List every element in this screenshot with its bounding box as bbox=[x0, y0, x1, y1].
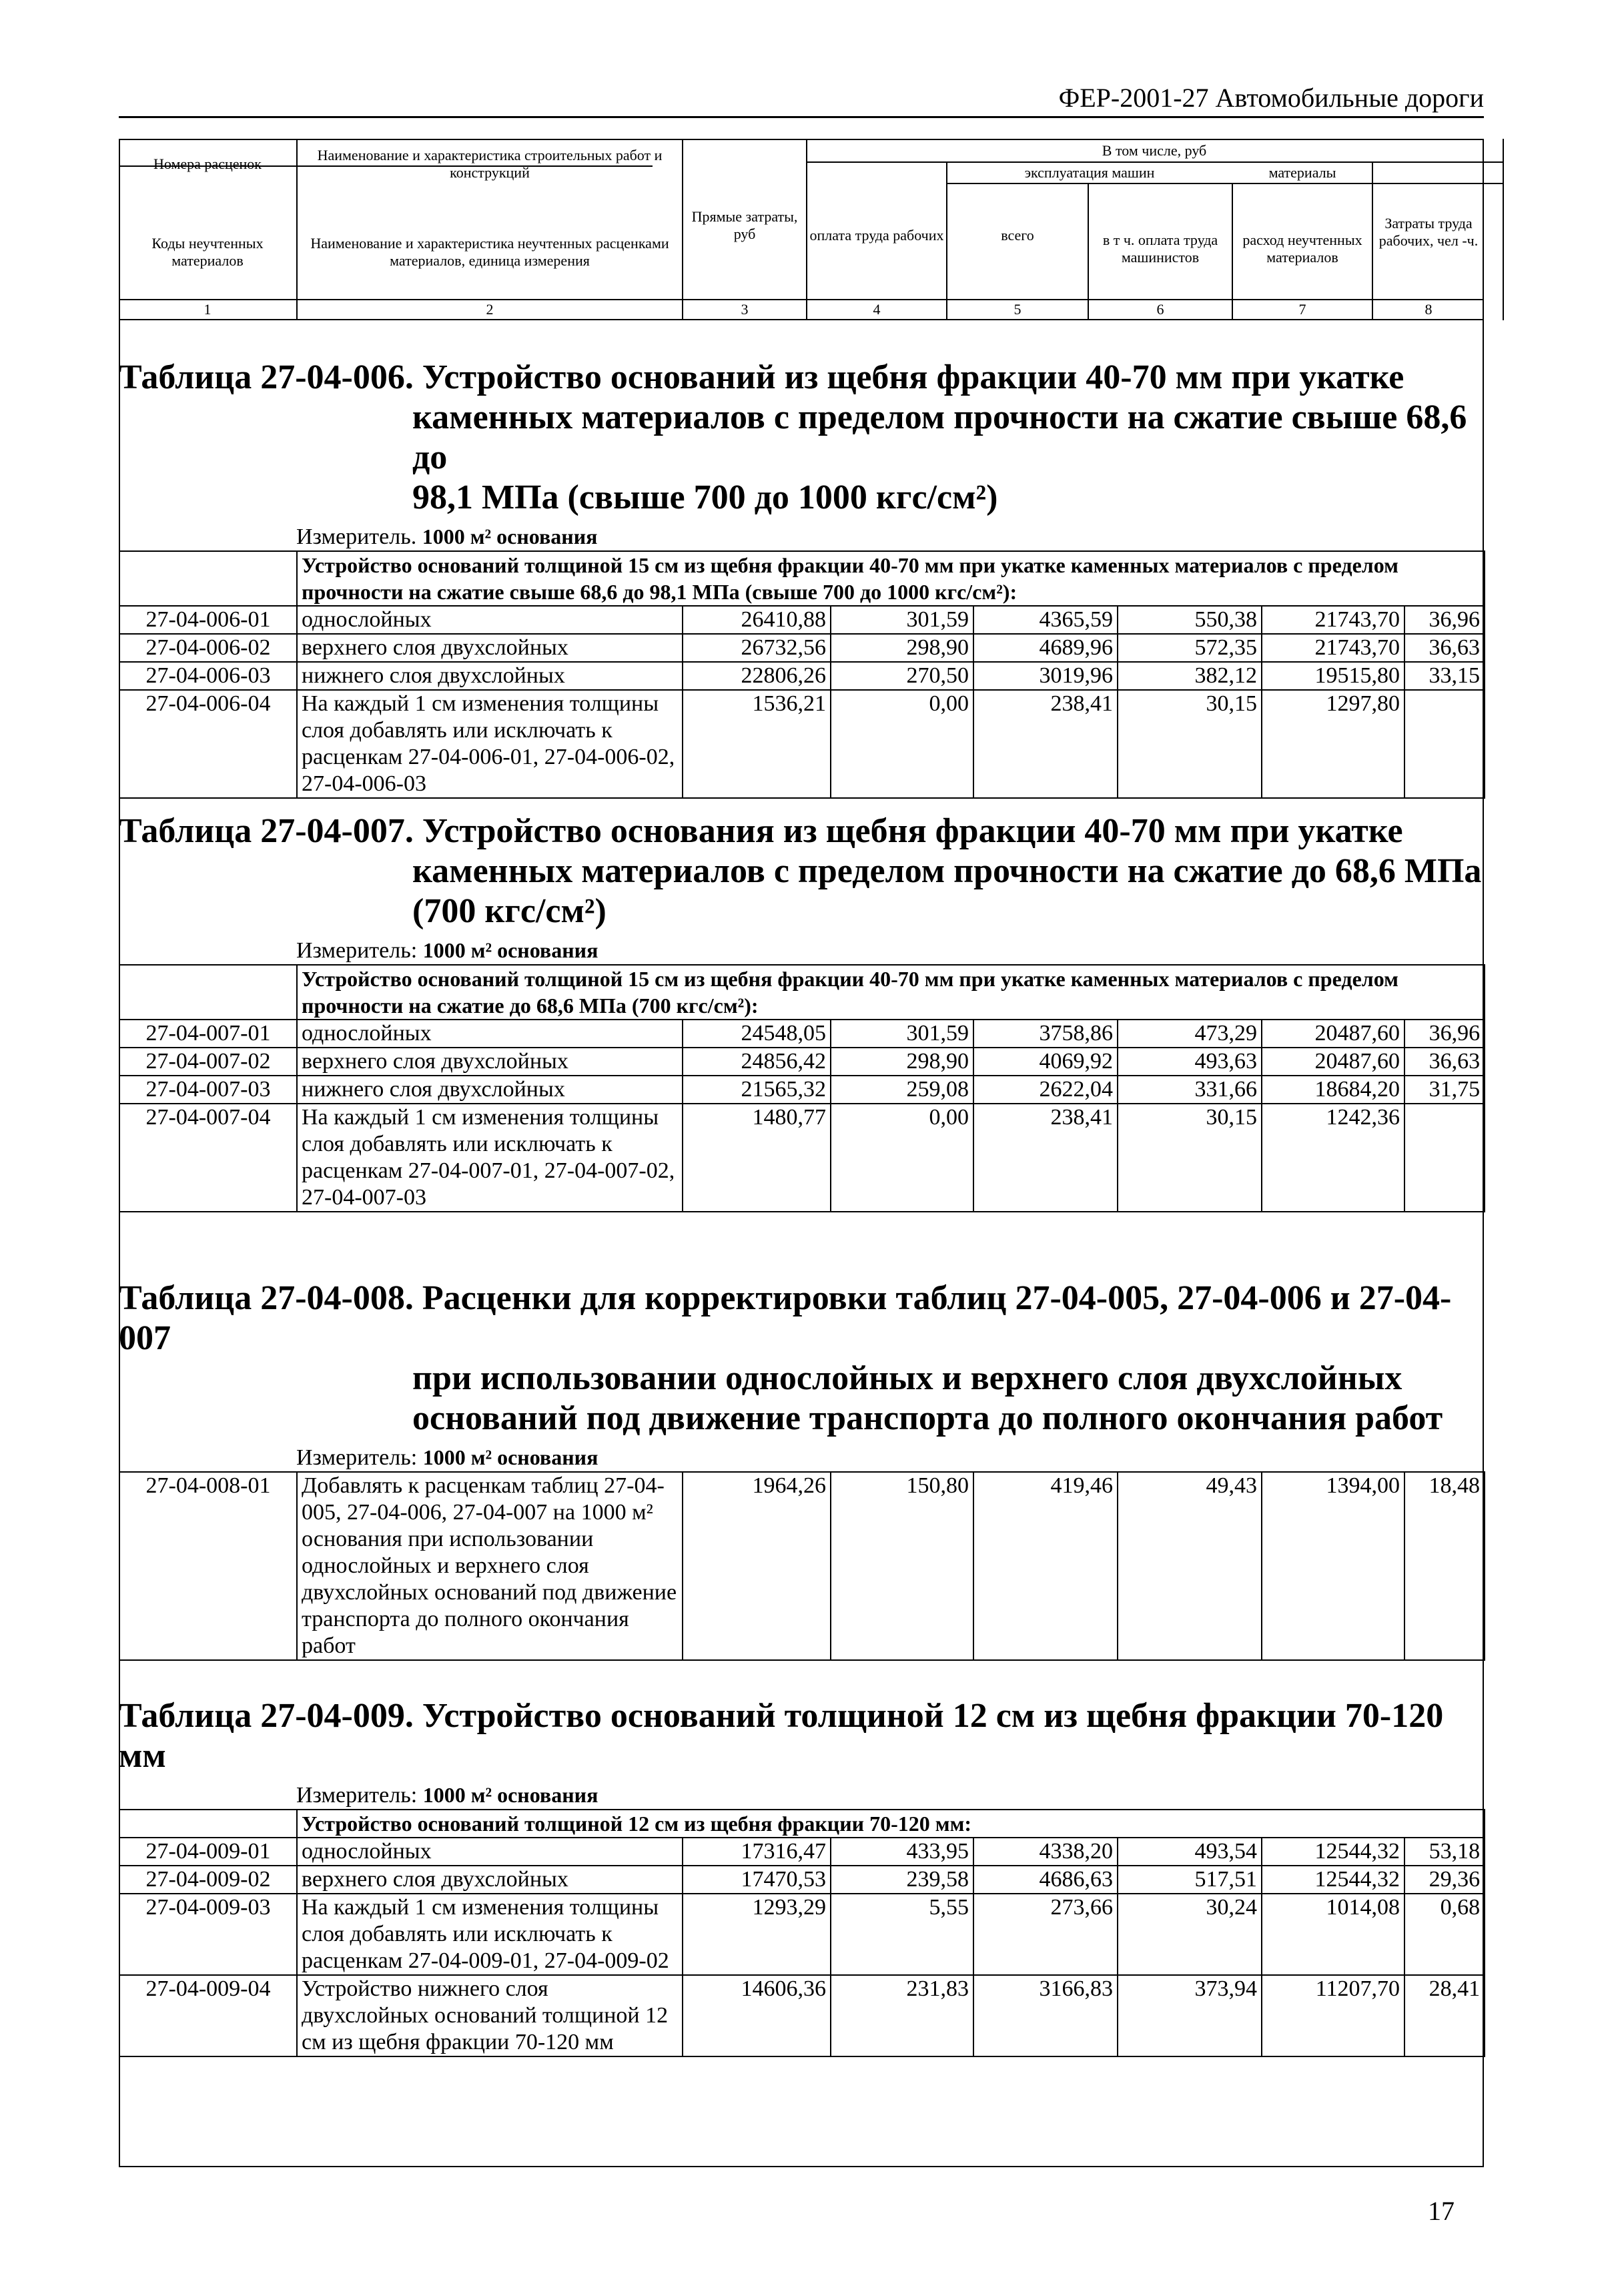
table-subheader: Устройство оснований толщиной 12 см из щебня фракции 70-120 мм: bbox=[297, 1810, 1485, 1838]
column-header bbox=[119, 139, 1484, 320]
machines-cost: 4338,20 bbox=[973, 1838, 1118, 1866]
rate-name: нижнего слоя двухслойных bbox=[297, 1076, 683, 1104]
machines-cost: 3758,86 bbox=[973, 1020, 1118, 1048]
col-machines-total: всего bbox=[1001, 227, 1034, 244]
col-code-top: Номера расценок bbox=[153, 155, 262, 172]
direct-cost: 1964,26 bbox=[683, 1472, 831, 1660]
machinist-wages: 572,35 bbox=[1118, 634, 1262, 662]
table-block-006 bbox=[119, 358, 1484, 799]
rate-code: 27-04-006-03 bbox=[119, 662, 297, 690]
table-row bbox=[119, 1076, 1485, 1104]
labor-hours: 36,63 bbox=[1404, 1048, 1485, 1076]
col-num-4: 4 bbox=[873, 301, 881, 318]
direct-cost: 26410,88 bbox=[683, 606, 831, 634]
table-title: Таблица 27-04-007. Устройство основания из щебня фракции 40-70 мм при укатке каменных материалов с пределом прочности на сжатие до 68,6 МПа (700 кгс/см²) bbox=[119, 812, 1482, 930]
materials-cost: 11207,70 bbox=[1262, 1975, 1404, 2056]
table-row bbox=[119, 690, 1485, 798]
page-number: 17 bbox=[1428, 2196, 1455, 2226]
table-row bbox=[119, 662, 1485, 690]
materials-cost: 12544,32 bbox=[1262, 1838, 1404, 1866]
wages-cost: 298,90 bbox=[831, 634, 973, 662]
materials-cost: 21743,70 bbox=[1262, 606, 1404, 634]
materials-cost: 1242,36 bbox=[1262, 1104, 1404, 1212]
materials-cost: 12544,32 bbox=[1262, 1866, 1404, 1894]
direct-cost: 24548,05 bbox=[683, 1020, 831, 1048]
machines-cost: 273,66 bbox=[973, 1894, 1118, 1975]
direct-cost: 24856,42 bbox=[683, 1048, 831, 1076]
col-num-5: 5 bbox=[1013, 301, 1022, 318]
wages-cost: 259,08 bbox=[831, 1076, 973, 1104]
table-measure: Измеритель: 1000 м² основания bbox=[296, 1445, 598, 1470]
rate-code: 27-04-007-02 bbox=[119, 1048, 297, 1076]
machinist-wages: 30,15 bbox=[1118, 1104, 1262, 1212]
table-row bbox=[119, 1472, 1485, 1660]
col-machines-wages: в т ч. оплата труда машинистов bbox=[1102, 232, 1218, 266]
col-num-1: 1 bbox=[204, 301, 212, 318]
col-num-6: 6 bbox=[1156, 301, 1164, 318]
col-num-7: 7 bbox=[1298, 301, 1306, 318]
col-wages: оплата труда рабочих bbox=[809, 227, 944, 244]
col-name-top: Наименование и характеристика строительных работ и конструкций bbox=[317, 147, 663, 181]
labor-hours: 36,63 bbox=[1404, 634, 1485, 662]
rate-name: однослойных bbox=[297, 606, 683, 634]
rate-code: 27-04-006-02 bbox=[119, 634, 297, 662]
rate-code: 27-04-009-04 bbox=[119, 1975, 297, 2056]
labor-hours: 33,15 bbox=[1404, 662, 1485, 690]
col-num-2: 2 bbox=[486, 301, 494, 318]
data-table bbox=[119, 1809, 1485, 2057]
machinist-wages: 550,38 bbox=[1118, 606, 1262, 634]
machines-cost: 419,46 bbox=[973, 1472, 1118, 1660]
wages-cost: 301,59 bbox=[831, 606, 973, 634]
col-num-8: 8 bbox=[1425, 301, 1433, 318]
table-measure: Измеритель: 1000 м² основания bbox=[296, 1783, 598, 1808]
rate-code: 27-04-006-01 bbox=[119, 606, 297, 634]
rate-code: 27-04-008-01 bbox=[119, 1472, 297, 1660]
direct-cost: 1536,21 bbox=[683, 690, 831, 798]
page-header: ФЕР-2001-27 Автомобильные дороги bbox=[119, 81, 1484, 118]
wages-cost: 150,80 bbox=[831, 1472, 973, 1660]
labor-hours: 31,75 bbox=[1404, 1076, 1485, 1104]
table-subheader: Устройство оснований толщиной 15 см из щебня фракции 40-70 мм при укатке каменных материалов с пределом прочности на сжатие до 68,6 МПа (700 кгс/см²): bbox=[297, 965, 1485, 1020]
materials-cost: 19515,80 bbox=[1262, 662, 1404, 690]
rate-name: однослойных bbox=[297, 1838, 683, 1866]
machines-cost: 3166,83 bbox=[973, 1975, 1118, 2056]
col-labor: Затраты труда рабочих, чел -ч. bbox=[1378, 215, 1479, 249]
table-row bbox=[119, 1866, 1485, 1894]
materials-cost: 18684,20 bbox=[1262, 1076, 1404, 1104]
direct-cost: 1293,29 bbox=[683, 1894, 831, 1975]
wages-cost: 298,90 bbox=[831, 1048, 973, 1076]
rate-name: нижнего слоя двухслойных bbox=[297, 662, 683, 690]
machines-cost: 4365,59 bbox=[973, 606, 1118, 634]
rate-code: 27-04-009-01 bbox=[119, 1838, 297, 1866]
table-measure: Измеритель: 1000 м² основания bbox=[296, 938, 598, 963]
machines-cost: 3019,96 bbox=[973, 662, 1118, 690]
table-row bbox=[119, 1020, 1485, 1048]
direct-cost: 26732,56 bbox=[683, 634, 831, 662]
materials-cost: 1297,80 bbox=[1262, 690, 1404, 798]
col-incl: В том числе, руб bbox=[1102, 142, 1207, 159]
rate-code: 27-04-009-03 bbox=[119, 1894, 297, 1975]
direct-cost: 14606,36 bbox=[683, 1975, 831, 2056]
rate-code: 27-04-009-02 bbox=[119, 1866, 297, 1894]
machinist-wages: 373,94 bbox=[1118, 1975, 1262, 2056]
machinist-wages: 493,54 bbox=[1118, 1838, 1262, 1866]
labor-hours: 18,48 bbox=[1404, 1472, 1485, 1660]
labor-hours: 29,36 bbox=[1404, 1866, 1485, 1894]
machines-cost: 4069,92 bbox=[973, 1048, 1118, 1076]
machinist-wages: 517,51 bbox=[1118, 1866, 1262, 1894]
table-row bbox=[119, 1975, 1485, 2056]
wages-cost: 433,95 bbox=[831, 1838, 973, 1866]
machines-cost: 4686,63 bbox=[973, 1866, 1118, 1894]
rate-name: верхнего слоя двухслойных bbox=[297, 1048, 683, 1076]
materials-cost: 20487,60 bbox=[1262, 1020, 1404, 1048]
col-machines: эксплуатация машин bbox=[1024, 164, 1155, 181]
direct-cost: 17470,53 bbox=[683, 1866, 831, 1894]
col-num-3: 3 bbox=[741, 301, 749, 318]
machinist-wages: 382,12 bbox=[1118, 662, 1262, 690]
machinist-wages: 493,63 bbox=[1118, 1048, 1262, 1076]
data-table bbox=[119, 1471, 1485, 1661]
table-row bbox=[119, 1838, 1485, 1866]
wages-cost: 270,50 bbox=[831, 662, 973, 690]
rate-name: На каждый 1 см изменения толщины слоя добавлять или исключать к расценкам 27-04-007-01, 27-04-007-02, 27-04-007-03 bbox=[297, 1104, 683, 1212]
materials-cost: 1394,00 bbox=[1262, 1472, 1404, 1660]
rate-name: верхнего слоя двухслойных bbox=[297, 634, 683, 662]
rate-name: Добавлять к расценкам таблиц 27-04-005, 27-04-006, 27-04-007 на 1000 м² основания при использовании однослойных и верхнего слоя двухслойных оснований под движение транспорта до полного окончания работ bbox=[297, 1472, 683, 1660]
machinist-wages: 30,24 bbox=[1118, 1894, 1262, 1975]
rate-name: На каждый 1 см изменения толщины слоя добавлять или исключать к расценкам 27-04-009-01, 27-04-009-02 bbox=[297, 1894, 683, 1975]
table-block-008 bbox=[119, 1278, 1484, 1661]
rate-code: 27-04-007-03 bbox=[119, 1076, 297, 1104]
rate-name: верхнего слоя двухслойных bbox=[297, 1866, 683, 1894]
table-row bbox=[119, 1048, 1485, 1076]
data-table bbox=[119, 964, 1485, 1212]
labor-hours: 36,96 bbox=[1404, 1020, 1485, 1048]
table-row bbox=[119, 1894, 1485, 1975]
labor-hours: 28,41 bbox=[1404, 1975, 1485, 2056]
machinist-wages: 473,29 bbox=[1118, 1020, 1262, 1048]
table-block-007 bbox=[119, 811, 1484, 1212]
table-measure: Измеритель. 1000 м² основания bbox=[296, 524, 598, 549]
rate-code: 27-04-007-04 bbox=[119, 1104, 297, 1212]
direct-cost: 21565,32 bbox=[683, 1076, 831, 1104]
wages-cost: 0,00 bbox=[831, 690, 973, 798]
table-title: Таблица 27-04-008. Расценки для корректировки таблиц 27-04-005, 27-04-006 и 27-04-007 при использовании однослойных и верхнего слоя двухслойных оснований под движение транспорта до полного окончания работ bbox=[119, 1279, 1452, 1437]
direct-cost: 22806,26 bbox=[683, 662, 831, 690]
labor-hours: 0,68 bbox=[1404, 1894, 1485, 1975]
machines-cost: 2622,04 bbox=[973, 1076, 1118, 1104]
materials-cost: 21743,70 bbox=[1262, 634, 1404, 662]
data-table bbox=[119, 550, 1485, 799]
col-materials: материалы bbox=[1268, 164, 1336, 181]
machinist-wages: 49,43 bbox=[1118, 1472, 1262, 1660]
machines-cost: 238,41 bbox=[973, 1104, 1118, 1212]
labor-hours: 53,18 bbox=[1404, 1838, 1485, 1866]
table-row bbox=[119, 634, 1485, 662]
rate-name: Устройство нижнего слоя двухслойных оснований толщиной 12 см из щебня фракции 70-120 мм bbox=[297, 1975, 683, 2056]
wages-cost: 231,83 bbox=[831, 1975, 973, 2056]
rate-code: 27-04-006-04 bbox=[119, 690, 297, 798]
wages-cost: 5,55 bbox=[831, 1894, 973, 1975]
table-title: Таблица 27-04-006. Устройство оснований из щебня фракции 40-70 мм при укатке каменных материалов с пределом прочности на сжатие свыше 68,6 до 98,1 МПа (свыше 700 до 1000 кгс/см²) bbox=[119, 358, 1467, 516]
table-block-009 bbox=[119, 1696, 1484, 2057]
labor-hours bbox=[1404, 690, 1485, 798]
labor-hours: 36,96 bbox=[1404, 606, 1485, 634]
table-row bbox=[119, 606, 1485, 634]
col-direct: Прямые затраты, руб bbox=[691, 208, 798, 242]
labor-hours bbox=[1404, 1104, 1485, 1212]
direct-cost: 1480,77 bbox=[683, 1104, 831, 1212]
col-materials-unc: расход неучтенных материалов bbox=[1242, 232, 1362, 266]
table-row bbox=[119, 1104, 1485, 1212]
rate-name: однослойных bbox=[297, 1020, 683, 1048]
col-name-bottom: Наименование и характеристика неучтенных расценками материалов, единица измерения bbox=[310, 235, 669, 269]
table-subheader: Устройство оснований толщиной 15 см из щебня фракции 40-70 мм при укатке каменных материалов с пределом прочности на сжатие свыше 68,6 до 98,1 МПа (свыше 700 до 1000 кгс/см²): bbox=[297, 551, 1485, 606]
machinist-wages: 30,15 bbox=[1118, 690, 1262, 798]
col-code-bottom: Коды неучтенных материалов bbox=[151, 235, 264, 269]
table-title: Таблица 27-04-009. Устройство оснований толщиной 12 см из щебня фракции 70-120 мм bbox=[119, 1697, 1444, 1775]
materials-cost: 1014,08 bbox=[1262, 1894, 1404, 1975]
rate-name: На каждый 1 см изменения толщины слоя добавлять или исключать к расценкам 27-04-006-01, 27-04-006-02, 27-04-006-03 bbox=[297, 690, 683, 798]
materials-cost: 20487,60 bbox=[1262, 1048, 1404, 1076]
machines-cost: 238,41 bbox=[973, 690, 1118, 798]
machines-cost: 4689,96 bbox=[973, 634, 1118, 662]
wages-cost: 0,00 bbox=[831, 1104, 973, 1212]
wages-cost: 301,59 bbox=[831, 1020, 973, 1048]
machinist-wages: 331,66 bbox=[1118, 1076, 1262, 1104]
rate-code: 27-04-007-01 bbox=[119, 1020, 297, 1048]
direct-cost: 17316,47 bbox=[683, 1838, 831, 1866]
wages-cost: 239,58 bbox=[831, 1866, 973, 1894]
